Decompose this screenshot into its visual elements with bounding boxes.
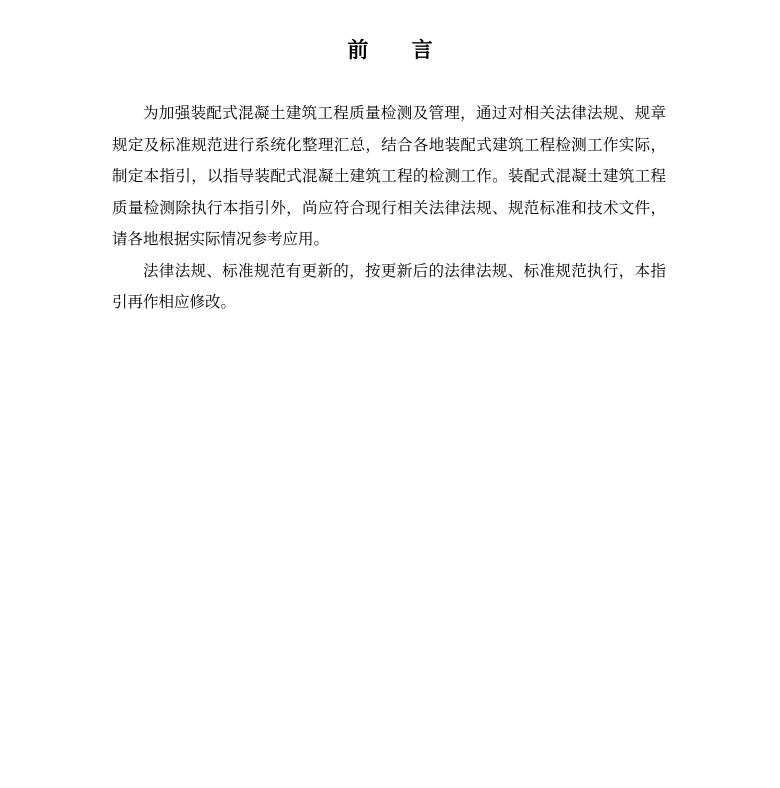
page-title: 前 言 bbox=[347, 37, 451, 62]
preface-body bbox=[112, 98, 666, 319]
paragraph-1: 为加强装配式混凝土建筑工程质量检测及管理，通过对相关法律法规、规章规定及标准规范进行系统化整理汇总，结合各地装配式建筑工程检测工作实际，制定本指引，以指导装配式混凝土建筑工程的检测工作。装配式混凝土建筑工程质量检测除执行本指引外，尚应符合现行相关法律法规、规范标准和技术文件，请各地根据实际情况参考应用。 bbox=[112, 104, 666, 248]
paragraph-2: 法律法规、标准规范有更新的，按更新后的法律法规、标准规范执行，本指引再作相应修改。 bbox=[112, 261, 666, 311]
